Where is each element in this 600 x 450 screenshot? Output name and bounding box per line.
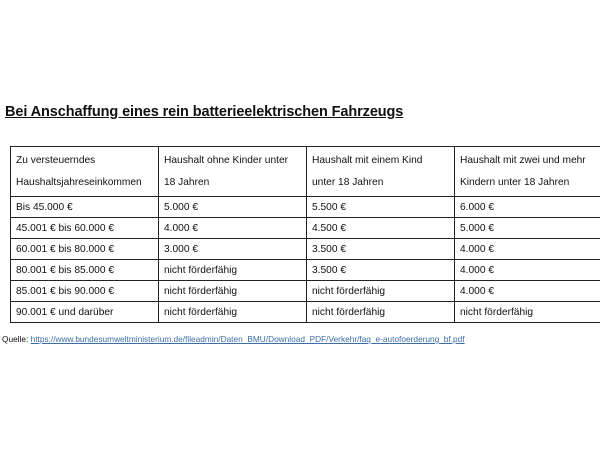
table-cell: nicht förderfähig (159, 302, 307, 323)
header-cell-one-child (307, 147, 455, 197)
table-row (11, 218, 600, 239)
table-row (11, 260, 600, 281)
header-line: Haushalt mit einem Kind (312, 155, 423, 166)
table-cell: 80.001 € bis 85.000 € (11, 260, 159, 281)
table-cell: 90.001 € und darüber (11, 302, 159, 323)
table-cell: 5.000 € (455, 218, 600, 239)
table-cell: 3.000 € (159, 239, 307, 260)
table-cell: nicht förderfähig (307, 281, 455, 302)
header-cell-income (11, 147, 159, 197)
header-cell-two-plus-children (455, 147, 600, 197)
funding-table (10, 146, 600, 323)
table-row (11, 197, 600, 218)
source-label: Quelle: (2, 334, 31, 344)
table-cell: 4.000 € (455, 260, 600, 281)
table-cell: nicht förderfähig (307, 302, 455, 323)
table-cell: 4.000 € (455, 281, 600, 302)
table-cell: 6.000 € (455, 197, 600, 218)
document-title: Bei Anschaffung eines rein batterieelektrischen Fahrzeugs (5, 104, 404, 120)
header-line: Zu versteuerndes (16, 155, 96, 166)
table-cell: nicht förderfähig (455, 302, 600, 323)
table-cell: 4.000 € (159, 218, 307, 239)
table-cell: 5.000 € (159, 197, 307, 218)
table-cell: 85.001 € bis 90.000 € (11, 281, 159, 302)
header-line: 18 Jahren (164, 177, 210, 188)
table-cell: 5.500 € (307, 197, 455, 218)
header-line: Haushaltsjahreseinkommen (16, 177, 142, 188)
table-cell: 45.001 € bis 60.000 € (11, 218, 159, 239)
table-cell: 4.500 € (307, 218, 455, 239)
table-cell: 4.000 € (455, 239, 600, 260)
header-line: Haushalt ohne Kinder unter (164, 155, 289, 166)
source-link[interactable]: https://www.bundesumweltministerium.de/fileadmin/Daten_BMU/Download_PDF/Verkehr/faq_e-autofoerderung_bf.pdf (30, 334, 465, 344)
table-cell: 3.500 € (307, 260, 455, 281)
header-line: unter 18 Jahren (312, 177, 384, 188)
header-cell-no-children (159, 147, 307, 197)
table-row (11, 302, 600, 323)
table-cell: Bis 45.000 € (11, 197, 159, 218)
table-row (11, 281, 600, 302)
table-row (11, 239, 600, 260)
table-cell: 3.500 € (307, 239, 455, 260)
table-header-row (11, 147, 600, 197)
header-line: Kindern unter 18 Jahren (460, 177, 570, 188)
table-cell: 60.001 € bis 80.000 € (11, 239, 159, 260)
source-note (2, 334, 465, 344)
table-cell: nicht förderfähig (159, 260, 307, 281)
table-cell: nicht förderfähig (159, 281, 307, 302)
header-line: Haushalt mit zwei und mehr (460, 155, 586, 166)
